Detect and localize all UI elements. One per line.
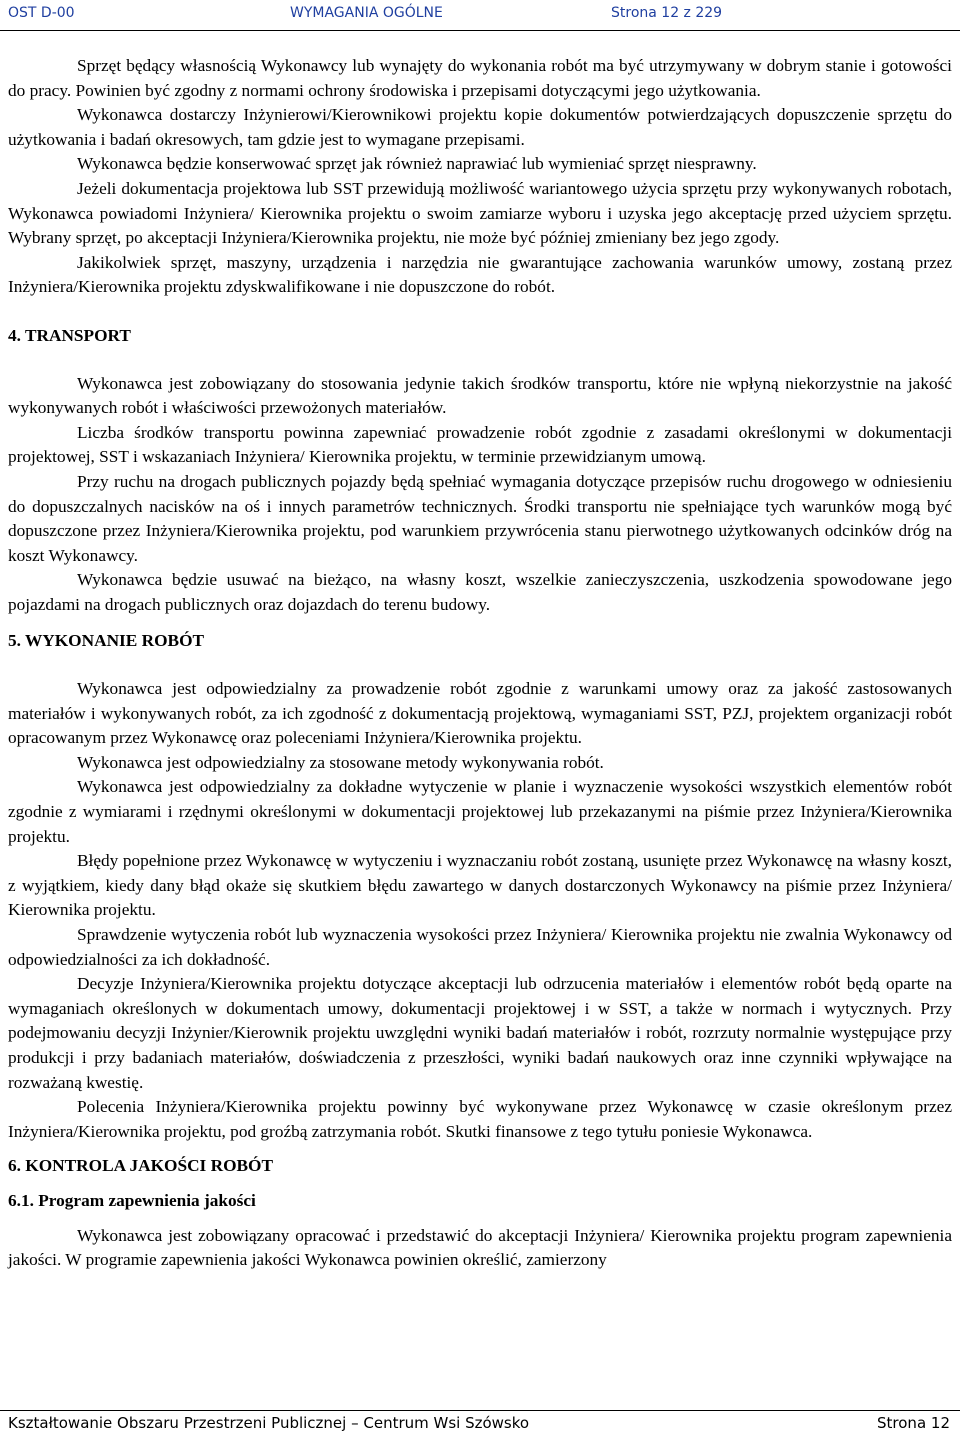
paragraph: Sprawdzenie wytyczenia robót lub wyznaczenia wysokości przez Inżyniera/ Kierownika projektu nie zwalnia Wykonawcy od odpowiedzialności za ich dokładność.	[8, 925, 952, 969]
paragraph: Polecenia Inżyniera/Kierownika projektu powinny być wykonywane przez Wykonawcę w czasie określonym przez Inżyniera/Kierownika projektu, pod groźbą zatrzymania robót. Skutki finansowe z tego tytułu poniesie Wykonawca.	[8, 1097, 952, 1141]
footer-project-title: Kształtowanie Obszaru Przestrzeni Publicznej – Centrum Wsi Szówsko	[8, 1414, 530, 1432]
paragraph: Sprzęt będący własnością Wykonawcy lub wynajęty do wykonania robót ma być utrzymywany w dobrym stanie i gotowości do pracy. Powinien być zgodny z normami ochrony środowiska i przepisami dotyczącymi jego użytkowania.	[8, 56, 952, 100]
section-heading-kontrola: 6. KONTROLA JAKOŚCI ROBÓT	[8, 1156, 274, 1176]
footer-page-number: Strona 12	[877, 1414, 950, 1432]
paragraph: Przy ruchu na drogach publicznych pojazdy będą spełniać wymagania dotyczące przepisów ruchu drogowego w odniesieniu do dopuszczalnych nacisków na oś i innych parametrów technicznych. Środki transportu nie spełniające tych warunków mogą być dopuszczone przez Inżyniera/Kierownika projektu, pod warunkiem przywrócenia stanu pierwotnego użytkowanych odcinków dróg na koszt Wykonawcy.	[8, 471, 952, 565]
page-header	[0, 0, 960, 31]
paragraph: Liczba środków transportu powinna zapewniać prowadzenie robót zgodnie z zasadami określonymi w dokumentacji projektowej, SST i wskazaniach Inżyniera/ Kierownika projektu, w terminie przewidzianym umową.	[8, 422, 952, 467]
paragraph: Wykonawca będzie konserwować sprzęt jak również naprawiać lub wymieniać sprzęt niesprawny.	[77, 154, 757, 174]
page-footer	[0, 1410, 960, 1435]
document-body	[8, 54, 952, 1273]
paragraph: Jeżeli dokumentacja projektowa lub SST przewidują możliwość wariantowego użycia sprzętu przy wykonywanych robotach, Wykonawca powiadomi Inżyniera/ Kierownika projektu o swoim zamiarze wyboru i uzyska jego akceptację przed użyciem sprzętu. Wybrany sprzęt, po akceptacji Inżyniera/Kierownika projektu, nie może być później zmieniany bez jego zgody.	[8, 178, 952, 248]
header-page-number: Strona 12 z 229	[611, 5, 723, 21]
paragraph: Wykonawca jest zobowiązany opracować i przedstawić do akceptacji Inżyniera/ Kierownika projektu program zapewnienia jakości. W programie zapewnienia jakości Wykonawca powinien określić, zamierzony	[8, 1225, 952, 1270]
paragraph: Wykonawca jest odpowiedzialny za dokładne wytyczenie w planie i wyznaczenie wysokości wszystkich elementów robót zgodnie z wymiarami i rzędnymi określonymi w dokumentacji projektowej lub przekazanymi na piśmie przez Inżyniera/Kierownika projektu.	[8, 777, 952, 846]
paragraph: Błędy popełnione przez Wykonawcę w wytyczeniu i wyznaczaniu robót zostaną, usunięte przez Wykonawcę na własny koszt, z wyjątkiem, kiedy dany błąd okaże się skutkiem błędu zawartego w danych dostarczonych Wykonawcy na piśmie przez Inżyniera/ Kierownika projektu.	[8, 851, 952, 920]
paragraph: Wykonawca jest odpowiedzialny za prowadzenie robót zgodnie z warunkami umowy oraz za jakość zastosowanych materiałów i wykonywanych robót, za ich zgodność z dokumentacją projektową, wymaganiami SST, PZJ, projektem organizacji robót opracowanym przez Wykonawcę oraz poleceniami Inżyniera/Kierownika projektu.	[8, 679, 952, 748]
header-doc-code: OST D-00	[8, 5, 75, 21]
paragraph: Decyzje Inżyniera/Kierownika projektu dotyczące akceptacji lub odrzucenia materiałów i elementów robót będą oparte na wymaganiach określonych w dokumentach umowy, dokumentacji projektowej i w SST, a także w normach i wytycznych. Przy podejmowaniu decyzji Inżynier/Kierownik projektu uwzględni wyniki badań materiałów i robót, rozrzuty normalnie występujące przy produkcji i przy badaniach materiałów, doświadczenia z przeszłości, wyniki badań naukowych oraz inne czynniki wpływające na rozważaną kwestię.	[8, 974, 952, 1092]
paragraph: Wykonawca jest odpowiedzialny za stosowane metody wykonywania robót.	[77, 752, 604, 772]
paragraph: Wykonawca będzie usuwać na bieżąco, na własny koszt, wszelkie zanieczyszczenia, uszkodzenia spowodowane jego pojazdami na drogach publicznych oraz dojazdach do terenu budowy.	[8, 570, 952, 614]
paragraph: Jakikolwiek sprzęt, maszyny, urządzenia i narzędzia nie gwarantujące zachowania warunków umowy, zostaną przez Inżyniera/Kierownika projektu zdyskwalifikowane i nie dopuszczone do robót.	[8, 252, 952, 297]
header-title: WYMAGANIA OGÓLNE	[290, 5, 443, 21]
paragraph: Wykonawca jest zobowiązany do stosowania jedynie takich środków transportu, które nie wpłyną niekorzystnie na jakość wykonywanych robót i właściwości przewożonych materiałów.	[8, 373, 952, 418]
section-heading-wykonanie: 5. WYKONANIE ROBÓT	[8, 631, 205, 651]
paragraph: Wykonawca dostarczy Inżynierowi/Kierownikowi projektu kopie dokumentów potwierdzających dopuszczenie sprzętu do użytkowania i badań okresowych, tam gdzie jest to wymagane przepisami.	[8, 105, 952, 149]
subsection-heading-program: 6.1. Program zapewnienia jakości	[8, 1190, 256, 1210]
section-heading-transport: 4. TRANSPORT	[8, 325, 131, 345]
